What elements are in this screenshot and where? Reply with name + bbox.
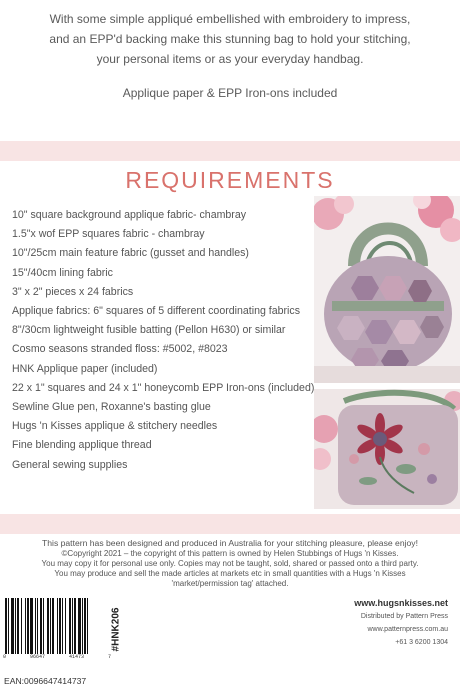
website-link[interactable]: www.hugsnkisses.net	[354, 598, 448, 608]
requirement-item: 15"/40cm lining fabric	[12, 266, 113, 279]
notice-line-4: You may produce and sell the made articles at markets etc in small quantities with a Hugs 'n Kisses	[54, 569, 406, 578]
phone-number: +61 3 6200 1304	[395, 639, 448, 646]
intro-line-1: With some simple appliqué embellished with embroidery to impress,	[49, 12, 411, 26]
barcode-bar	[87, 598, 88, 654]
copyright-notice	[0, 537, 460, 589]
barcode-bar	[5, 598, 7, 654]
barcode-digit-group: 0	[3, 654, 7, 660]
barcode-bar	[21, 598, 22, 654]
barcode-bar	[52, 598, 54, 654]
barcode-digit-group: 96647	[29, 654, 45, 660]
requirement-item: HNK Applique paper (included)	[12, 362, 158, 375]
requirement-item: Fine blending applique thread	[12, 439, 152, 452]
intro-line-3: your personal items or as your everyday handbag.	[96, 52, 364, 66]
distributor-website[interactable]: www.patternpress.com.au	[367, 626, 448, 633]
barcode-bar	[57, 598, 58, 654]
barcode-bar	[62, 598, 63, 654]
barcode-bar	[25, 598, 26, 654]
requirement-item: 10" square background applique fabric- chambray	[12, 209, 247, 221]
pink-divider-top	[0, 141, 460, 161]
barcode-digits	[3, 654, 111, 660]
barcode-bar	[8, 598, 9, 654]
barcode-bar	[84, 598, 86, 654]
notice-line-2: ©Copyright 2021 – the copyright of this pattern is owned by Helen Stubbings of Hugs 'n Kisses.	[61, 549, 399, 558]
requirements-heading: REQUIREMENTS	[125, 167, 335, 193]
barcode-bar	[59, 598, 61, 654]
notice-line-3: You may copy it for personal use only. Copies may not be taught, sold, shared or passed onto a third party.	[41, 559, 419, 568]
barcode-bar	[72, 598, 73, 654]
barcode-bar	[37, 598, 38, 654]
requirement-item: 10"/25cm main feature fabric (gusset and handles)	[12, 247, 249, 260]
barcode-bar	[82, 598, 83, 654]
barcode-bars	[3, 598, 107, 654]
intro-line-2: and an EPP'd backing make this stunning bag to hold your stitching,	[49, 32, 411, 46]
intro-text	[0, 0, 460, 69]
requirement-item: 22 x 1" squares and 24 x 1" honeycomb EPP Iron-ons (included)	[12, 381, 315, 394]
barcode-bar	[40, 598, 42, 654]
barcode-bar	[78, 598, 81, 654]
requirement-item: Hugs 'n Kisses applique & stitchery needles	[12, 420, 218, 433]
ean-number: EAN:0096647414737	[4, 676, 87, 686]
barcode	[3, 598, 125, 668]
bag-photo-applique-detail	[314, 389, 460, 509]
barcode-bar	[50, 598, 51, 654]
contact-info	[354, 596, 448, 649]
requirement-item: 8"/30cm lightweight fusible batting (Pellon H630) or similar	[12, 324, 286, 337]
notice-line-1: This pattern has been designed and produced in Australia for your stitching pleasure, please enjoy!	[42, 538, 418, 548]
barcode-bar	[11, 598, 14, 654]
barcode-bar	[74, 598, 76, 654]
barcode-bar	[43, 598, 44, 654]
barcode-bar	[27, 598, 29, 654]
barcode-bar	[47, 598, 49, 654]
included-note: Applique paper & EPP Iron-ons included	[122, 86, 338, 100]
barcode-bar	[30, 598, 33, 654]
requirements-list	[12, 206, 315, 475]
bag-photo-front	[314, 196, 460, 383]
product-code	[105, 600, 127, 662]
barcode-bar	[69, 598, 71, 654]
distributor-label: Distributed by Pattern Press	[360, 613, 448, 620]
pink-divider-bottom	[0, 514, 460, 534]
barcode-digit-group: 7	[107, 654, 111, 660]
requirement-item: 1.5"x wof EPP squares fabric - chambray	[12, 228, 205, 241]
requirement-item: General sewing supplies	[12, 458, 128, 471]
barcode-digit-group: 41473	[68, 654, 84, 660]
barcode-bar	[17, 598, 19, 654]
product-code-label: #HNK206	[110, 607, 122, 652]
barcode-bar	[35, 598, 36, 654]
requirement-item: Cosmo seasons stranded floss: #5002, #8023	[12, 343, 228, 356]
requirement-item: Applique fabrics: 6" squares of 5 different coordinating fabrics	[12, 305, 300, 318]
requirement-item: Sewline Glue pen, Roxanne's basting glue	[12, 401, 211, 414]
notice-line-5: 'market/permission tag' attached.	[171, 579, 289, 588]
barcode-bar	[15, 598, 16, 654]
barcode-bar	[65, 598, 66, 654]
requirement-item: 3" x 2" pieces x 24 fabrics	[12, 285, 134, 298]
